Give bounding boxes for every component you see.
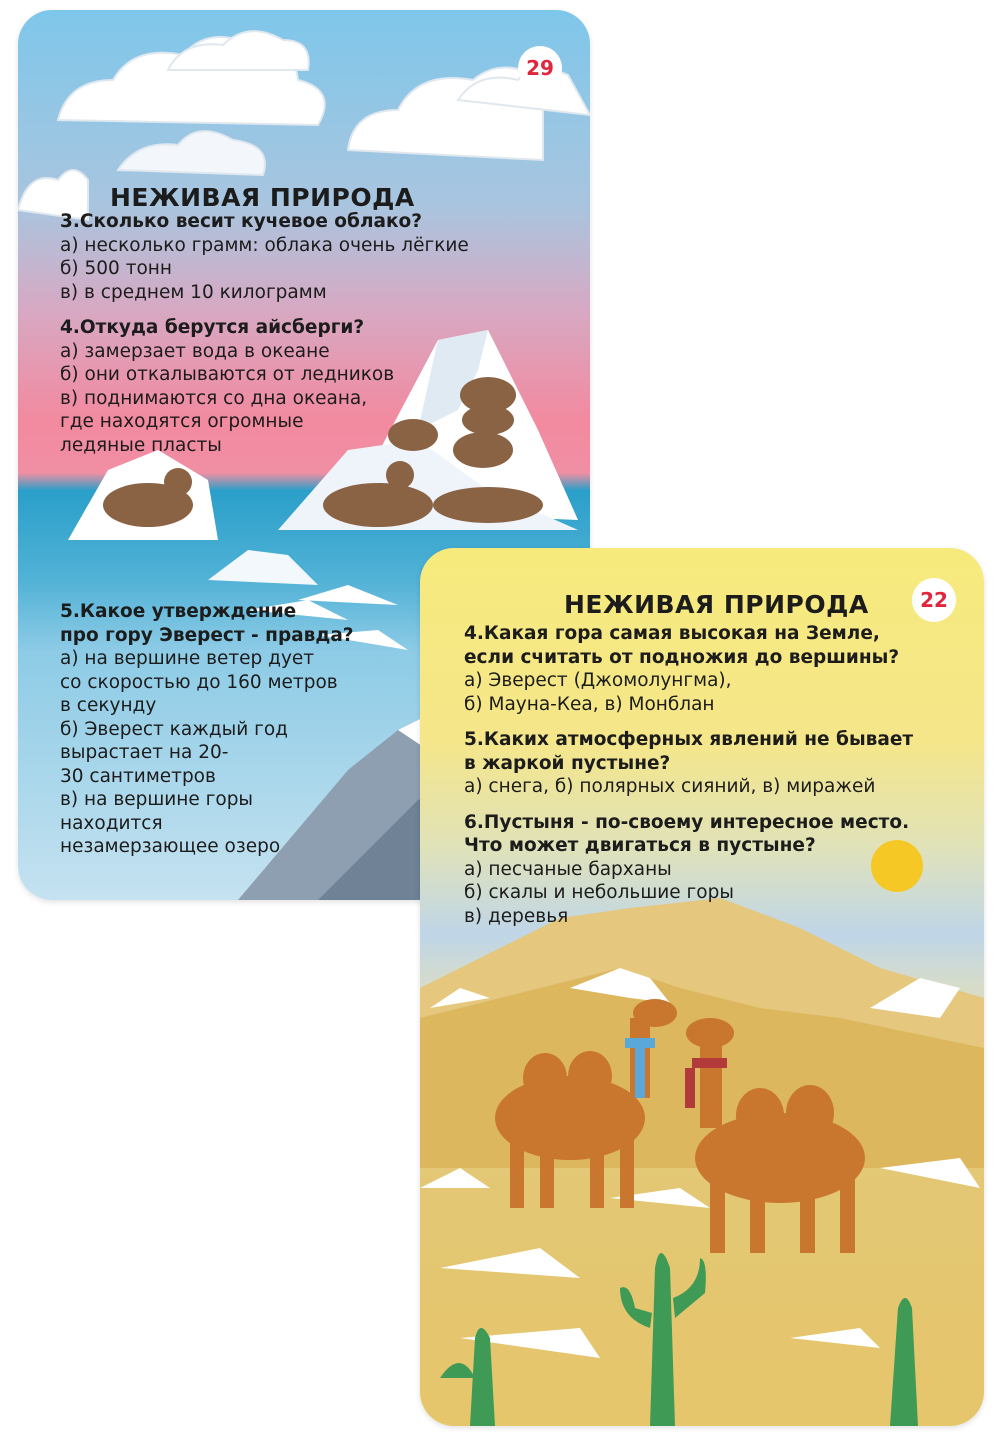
question-5-line: 5.Какое утверждение [60,601,297,622]
answer-option: находится [60,812,163,834]
quiz-card-22 [420,548,984,1426]
question-4-line: если считать от подножия до вершины? [464,646,900,668]
question-4-line: 4.Какая гора самая высокая на Земле, [464,623,880,644]
question-6-line: Что может двигаться в пустыне? [464,835,816,856]
question-5-line: про гору Эверест - правда? [60,624,354,646]
answer-option: в) поднимаются со дна океана, [60,387,368,409]
answer-option: а) песчаные барханы [464,858,672,880]
card-number: 22 [920,588,948,612]
answer-option: б) Эверест каждый год [60,718,288,740]
answer-option: в) в среднем 10 килограмм [60,281,327,303]
question-block-2 [60,600,354,859]
question-5-line: 5.Каких атмосферных явлений не бывает [464,729,914,750]
answer-option: в) деревья [464,905,569,927]
answer-option: б) Мауна-Кеа, в) Монблан [464,693,715,715]
answer-option: незамерзающее озеро [60,836,281,857]
card-number-badge [518,46,562,90]
card-number: 29 [526,56,554,80]
answer-option: а) на вершине ветер дует [60,648,315,669]
answer-option: в секунду [60,695,157,716]
answer-option: б) 500 тонн [60,258,172,279]
answer-option: а) замерзает вода в океане [60,340,330,362]
question-block [464,622,913,928]
question-3: 3.Сколько весит кучевое облако? [60,211,422,232]
card-title: НЕЖИВАЯ ПРИРОДА [564,590,869,619]
card-number-badge [912,578,956,622]
answer-option: а) Эверест (Джомолунгма), [464,670,732,691]
question-block-1 [60,210,469,457]
answer-option: б) они откалываются от ледников [60,364,395,385]
card-title: НЕЖИВАЯ ПРИРОДА [110,183,415,212]
answer-option: а) несколько грамм: облака очень лёгкие [60,234,469,256]
answer-option: вырастает на 20- [60,742,229,763]
answer-option: в) на вершине горы [60,789,254,810]
answer-option: б) скалы и небольшие горы [464,882,734,903]
answer-option: ледяные пласты [60,434,222,456]
answer-option: а) снега, б) полярных сияний, в) миражей [464,776,876,797]
answer-option: где находятся огромные [60,411,304,432]
question-5-line: в жаркой пустыне? [464,752,671,774]
answer-option: 30 сантиметров [60,765,216,787]
question-4: 4.Откуда берутся айсберги? [60,317,365,338]
answer-option: со скоростью до 160 метров [60,671,338,693]
question-6-line: 6.Пустыня - по-своему интересное место. [464,811,910,833]
